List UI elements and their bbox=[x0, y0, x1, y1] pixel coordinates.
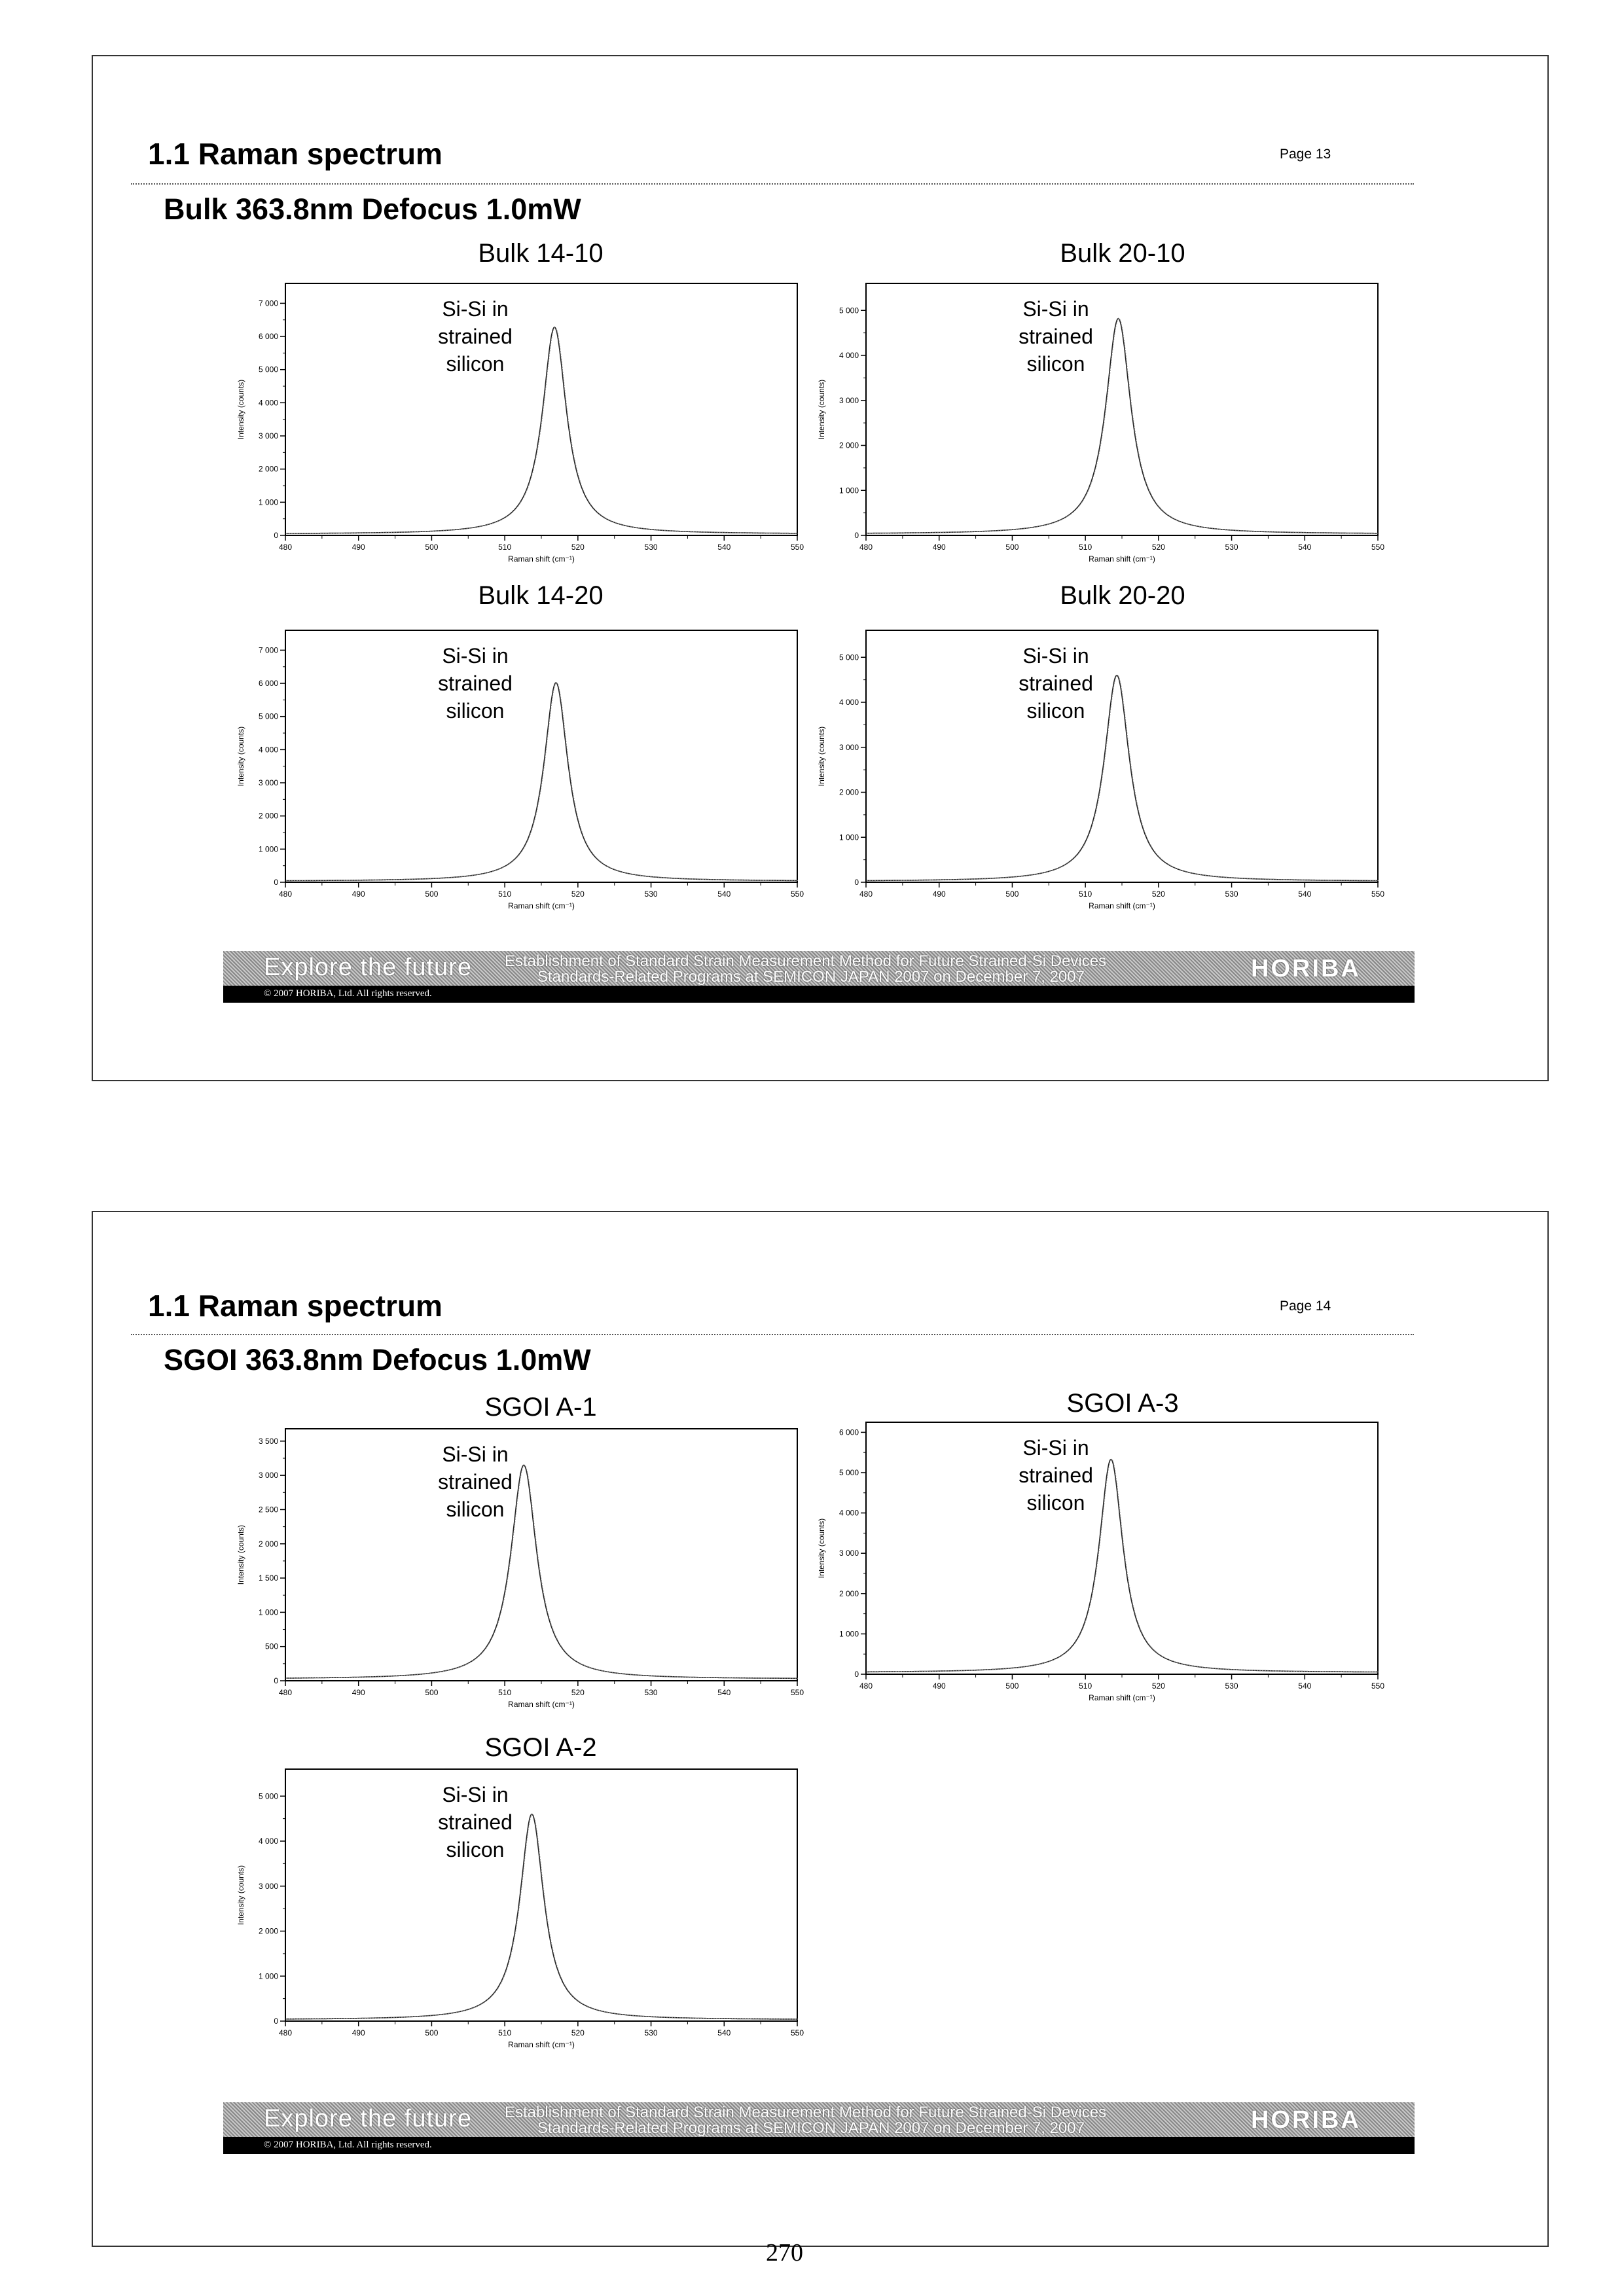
raman-chart-sgoi-a-2 bbox=[236, 1761, 810, 2067]
chart-svg bbox=[236, 275, 810, 581]
y-tick-label: 5 000 bbox=[839, 306, 859, 315]
y-axis-label: Intensity (counts) bbox=[817, 379, 826, 440]
y-tick-label: 1 500 bbox=[258, 1573, 278, 1583]
x-axis-label: Raman shift (cm⁻¹) bbox=[508, 2040, 575, 2049]
banner-event-line-2: Standards-Related Programs at SEMICON JAPAN 2007 on December 7, 2007 bbox=[537, 2119, 1085, 2137]
y-tick-label: 1 000 bbox=[258, 497, 278, 507]
y-tick-label: 7 000 bbox=[258, 298, 278, 308]
x-tick-label: 550 bbox=[790, 1688, 804, 1697]
x-axis-label: Raman shift (cm⁻¹) bbox=[508, 1700, 575, 1709]
x-axis-label: Raman shift (cm⁻¹) bbox=[1089, 1693, 1155, 1702]
x-tick-label: 540 bbox=[717, 889, 731, 899]
x-tick-label: 510 bbox=[498, 2028, 512, 2037]
y-axis-label: Intensity (counts) bbox=[236, 1524, 245, 1585]
y-tick-label: 3 000 bbox=[258, 431, 278, 441]
banner-tagline: Explore the future bbox=[264, 2105, 472, 2132]
y-tick-label: 2 000 bbox=[839, 440, 859, 450]
peak-annotation: silicon bbox=[446, 1838, 505, 1861]
y-tick-label: 2 000 bbox=[839, 787, 859, 797]
chart-title: Bulk 20-20 bbox=[1060, 581, 1185, 610]
x-tick-label: 500 bbox=[1005, 1681, 1019, 1691]
x-tick-label: 550 bbox=[790, 889, 804, 899]
x-tick-label: 500 bbox=[425, 543, 439, 552]
peak-annotation: silicon bbox=[1026, 1491, 1085, 1515]
y-tick-label: 0 bbox=[854, 1670, 859, 1679]
x-tick-label: 530 bbox=[1225, 543, 1238, 552]
peak-annotation: Si-Si in bbox=[442, 297, 509, 321]
section-title: 1.1 Raman spectrum bbox=[148, 1289, 442, 1323]
raman-chart-sgoi-a-3 bbox=[816, 1414, 1391, 1720]
y-tick-label: 2 000 bbox=[839, 1588, 859, 1598]
peak-annotation: silicon bbox=[1026, 352, 1085, 376]
chart-svg bbox=[816, 1414, 1391, 1720]
y-tick-label: 3 000 bbox=[839, 395, 859, 405]
y-tick-label: 3 000 bbox=[839, 742, 859, 752]
x-tick-label: 480 bbox=[859, 889, 873, 899]
x-tick-label: 480 bbox=[278, 543, 293, 552]
y-tick-label: 3 000 bbox=[839, 1549, 859, 1558]
y-tick-label: 2 000 bbox=[258, 464, 278, 474]
plot-frame bbox=[866, 630, 1378, 882]
peak-annotation: silicon bbox=[446, 1498, 505, 1521]
x-tick-label: 480 bbox=[859, 1681, 873, 1691]
x-tick-label: 520 bbox=[1151, 889, 1165, 899]
y-tick-label: 0 bbox=[274, 531, 278, 540]
y-axis-label: Intensity (counts) bbox=[236, 379, 245, 440]
subtitle: SGOI 363.8nm Defocus 1.0mW bbox=[164, 1343, 591, 1376]
y-tick-label: 4 000 bbox=[258, 398, 278, 408]
y-tick-label: 2 000 bbox=[258, 1926, 278, 1936]
banner-tagline: Explore the future bbox=[264, 954, 472, 981]
peak-annotation: strained bbox=[438, 325, 513, 348]
x-tick-label: 490 bbox=[932, 1681, 946, 1691]
raman-chart-sgoi-a-1 bbox=[236, 1420, 810, 1727]
x-tick-label: 480 bbox=[278, 889, 293, 899]
y-tick-label: 5 000 bbox=[258, 365, 278, 374]
y-tick-label: 3 000 bbox=[258, 1881, 278, 1891]
peak-annotation: strained bbox=[438, 672, 513, 695]
x-axis-label: Raman shift (cm⁻¹) bbox=[508, 554, 575, 564]
y-tick-label: 1 000 bbox=[258, 1971, 278, 1981]
y-tick-label: 5 000 bbox=[258, 1791, 278, 1801]
x-tick-label: 530 bbox=[1225, 889, 1238, 899]
peak-annotation: Si-Si in bbox=[442, 1443, 509, 1466]
y-tick-label: 3 000 bbox=[258, 1471, 278, 1480]
plot-frame bbox=[285, 1769, 797, 2021]
y-tick-label: 5 000 bbox=[839, 653, 859, 662]
x-tick-label: 490 bbox=[352, 2028, 365, 2037]
peak-annotation: silicon bbox=[1026, 699, 1085, 723]
y-axis-label: Intensity (counts) bbox=[817, 726, 826, 787]
x-tick-label: 510 bbox=[1079, 1681, 1092, 1691]
y-tick-label: 6 000 bbox=[258, 332, 278, 342]
peak-annotation: strained bbox=[1019, 325, 1093, 348]
x-tick-label: 500 bbox=[425, 1688, 439, 1697]
x-tick-label: 550 bbox=[790, 543, 804, 552]
y-tick-label: 0 bbox=[274, 2017, 278, 2026]
plot-frame bbox=[285, 1429, 797, 1681]
x-tick-label: 550 bbox=[1371, 543, 1385, 552]
x-tick-label: 520 bbox=[571, 889, 585, 899]
x-tick-label: 550 bbox=[1371, 889, 1385, 899]
x-tick-label: 500 bbox=[1005, 543, 1019, 552]
x-tick-label: 490 bbox=[932, 543, 946, 552]
peak-annotation: strained bbox=[1019, 1463, 1093, 1487]
footer-banner bbox=[223, 2102, 1415, 2154]
banner-event-line-1: Establishment of Standard Strain Measurement Method for Future Strained-Si Devices bbox=[505, 952, 1107, 970]
x-tick-label: 510 bbox=[498, 889, 512, 899]
y-tick-label: 0 bbox=[274, 1676, 278, 1685]
copyright: © 2007 HORIBA, Ltd. All rights reserved. bbox=[264, 2140, 432, 2150]
x-tick-label: 530 bbox=[644, 889, 658, 899]
page-label: Page 13 bbox=[1280, 147, 1331, 162]
chart-title: SGOI A-1 bbox=[484, 1393, 597, 1422]
x-tick-label: 520 bbox=[571, 1688, 585, 1697]
page-label: Page 14 bbox=[1280, 1299, 1331, 1314]
document-page-number: 270 bbox=[766, 2239, 803, 2267]
footer-banner bbox=[223, 951, 1415, 1003]
x-tick-label: 520 bbox=[571, 2028, 585, 2037]
peak-annotation: Si-Si in bbox=[1022, 1436, 1089, 1460]
y-tick-label: 6 000 bbox=[839, 1427, 859, 1437]
x-axis-label: Raman shift (cm⁻¹) bbox=[1089, 554, 1155, 564]
y-tick-label: 2 000 bbox=[258, 1539, 278, 1549]
x-tick-label: 540 bbox=[1298, 543, 1312, 552]
y-tick-label: 5 000 bbox=[258, 711, 278, 721]
y-tick-label: 2 500 bbox=[258, 1505, 278, 1515]
x-tick-label: 510 bbox=[498, 1688, 512, 1697]
x-tick-label: 540 bbox=[717, 1688, 731, 1697]
plot-frame bbox=[866, 1422, 1378, 1674]
x-tick-label: 540 bbox=[1298, 889, 1312, 899]
banner-event-line-2: Standards-Related Programs at SEMICON JAPAN 2007 on December 7, 2007 bbox=[537, 968, 1085, 986]
y-axis-label: Intensity (counts) bbox=[236, 1865, 245, 1926]
chart-svg bbox=[816, 275, 1391, 581]
section-title: 1.1 Raman spectrum bbox=[148, 137, 442, 171]
x-tick-label: 520 bbox=[571, 543, 585, 552]
raman-chart-bulk-20-10 bbox=[816, 275, 1391, 581]
plot-frame bbox=[285, 283, 797, 535]
y-axis-label: Intensity (counts) bbox=[817, 1518, 826, 1579]
x-tick-label: 500 bbox=[1005, 889, 1019, 899]
x-tick-label: 500 bbox=[425, 2028, 439, 2037]
horiba-logo: HORIBA bbox=[1251, 955, 1361, 982]
raman-chart-bulk-14-10 bbox=[236, 275, 810, 581]
x-tick-label: 520 bbox=[1151, 543, 1165, 552]
y-tick-label: 0 bbox=[274, 878, 278, 887]
x-tick-label: 490 bbox=[352, 1688, 365, 1697]
raman-chart-bulk-20-20 bbox=[816, 622, 1391, 928]
x-tick-label: 490 bbox=[352, 889, 365, 899]
x-tick-label: 490 bbox=[932, 889, 946, 899]
horiba-logo: HORIBA bbox=[1251, 2106, 1361, 2134]
y-tick-label: 500 bbox=[264, 1641, 278, 1651]
x-tick-label: 530 bbox=[1225, 1681, 1238, 1691]
peak-annotation: strained bbox=[438, 1810, 513, 1834]
chart-title: Bulk 14-20 bbox=[478, 581, 604, 610]
y-tick-label: 1 000 bbox=[258, 1607, 278, 1617]
y-tick-label: 3 500 bbox=[258, 1436, 278, 1446]
chart-svg bbox=[236, 1761, 810, 2067]
peak-annotation: silicon bbox=[446, 352, 505, 376]
y-tick-label: 1 000 bbox=[839, 1629, 859, 1639]
peak-annotation: silicon bbox=[446, 699, 505, 723]
plot-frame bbox=[285, 630, 797, 882]
chart-title: SGOI A-3 bbox=[1066, 1389, 1179, 1418]
x-axis-label: Raman shift (cm⁻¹) bbox=[1089, 901, 1155, 910]
peak-annotation: Si-Si in bbox=[1022, 644, 1089, 668]
banner-event-line-1: Establishment of Standard Strain Measurement Method for Future Strained-Si Devices bbox=[505, 2104, 1107, 2121]
subtitle: Bulk 363.8nm Defocus 1.0mW bbox=[164, 192, 581, 226]
x-tick-label: 510 bbox=[1079, 543, 1092, 552]
x-tick-label: 540 bbox=[717, 2028, 731, 2037]
plot-frame bbox=[866, 283, 1378, 535]
y-tick-label: 4 000 bbox=[258, 745, 278, 755]
raman-chart-bulk-14-20 bbox=[236, 622, 810, 928]
peak-annotation: strained bbox=[1019, 672, 1093, 695]
x-tick-label: 550 bbox=[790, 2028, 804, 2037]
peak-annotation: strained bbox=[438, 1470, 513, 1494]
x-tick-label: 500 bbox=[425, 889, 439, 899]
y-tick-label: 2 000 bbox=[258, 811, 278, 821]
peak-annotation: Si-Si in bbox=[442, 1783, 509, 1806]
peak-annotation: Si-Si in bbox=[1022, 297, 1089, 321]
x-axis-label: Raman shift (cm⁻¹) bbox=[508, 901, 575, 910]
x-tick-label: 530 bbox=[644, 1688, 658, 1697]
copyright: © 2007 HORIBA, Ltd. All rights reserved. bbox=[264, 988, 432, 999]
y-tick-label: 4 000 bbox=[839, 1508, 859, 1518]
x-tick-label: 480 bbox=[859, 543, 873, 552]
x-tick-label: 530 bbox=[644, 2028, 658, 2037]
y-tick-label: 4 000 bbox=[258, 1837, 278, 1846]
chart-title: SGOI A-2 bbox=[484, 1733, 597, 1762]
x-tick-label: 480 bbox=[278, 1688, 293, 1697]
y-tick-label: 5 000 bbox=[839, 1468, 859, 1477]
y-tick-label: 4 000 bbox=[839, 351, 859, 360]
y-axis-label: Intensity (counts) bbox=[236, 726, 245, 787]
y-tick-label: 1 000 bbox=[839, 486, 859, 495]
chart-title: Bulk 14-10 bbox=[478, 239, 604, 268]
x-tick-label: 530 bbox=[644, 543, 658, 552]
x-tick-label: 480 bbox=[278, 2028, 293, 2037]
peak-annotation: Si-Si in bbox=[442, 644, 509, 668]
y-tick-label: 4 000 bbox=[839, 698, 859, 707]
x-tick-label: 550 bbox=[1371, 1681, 1385, 1691]
chart-svg bbox=[236, 1420, 810, 1727]
x-tick-label: 510 bbox=[1079, 889, 1092, 899]
chart-title: Bulk 20-10 bbox=[1060, 239, 1185, 268]
y-tick-label: 6 000 bbox=[258, 679, 278, 689]
y-tick-label: 0 bbox=[854, 531, 859, 540]
x-tick-label: 490 bbox=[352, 543, 365, 552]
chart-svg bbox=[816, 622, 1391, 928]
x-tick-label: 540 bbox=[1298, 1681, 1312, 1691]
y-tick-label: 3 000 bbox=[258, 778, 278, 788]
y-tick-label: 1 000 bbox=[258, 844, 278, 854]
x-tick-label: 540 bbox=[717, 543, 731, 552]
header-rule bbox=[131, 183, 1414, 185]
chart-svg bbox=[236, 622, 810, 928]
x-tick-label: 520 bbox=[1151, 1681, 1165, 1691]
y-tick-label: 7 000 bbox=[258, 645, 278, 655]
x-tick-label: 510 bbox=[498, 543, 512, 552]
y-tick-label: 1 000 bbox=[839, 833, 859, 842]
header-rule bbox=[131, 1334, 1414, 1335]
y-tick-label: 0 bbox=[854, 878, 859, 887]
